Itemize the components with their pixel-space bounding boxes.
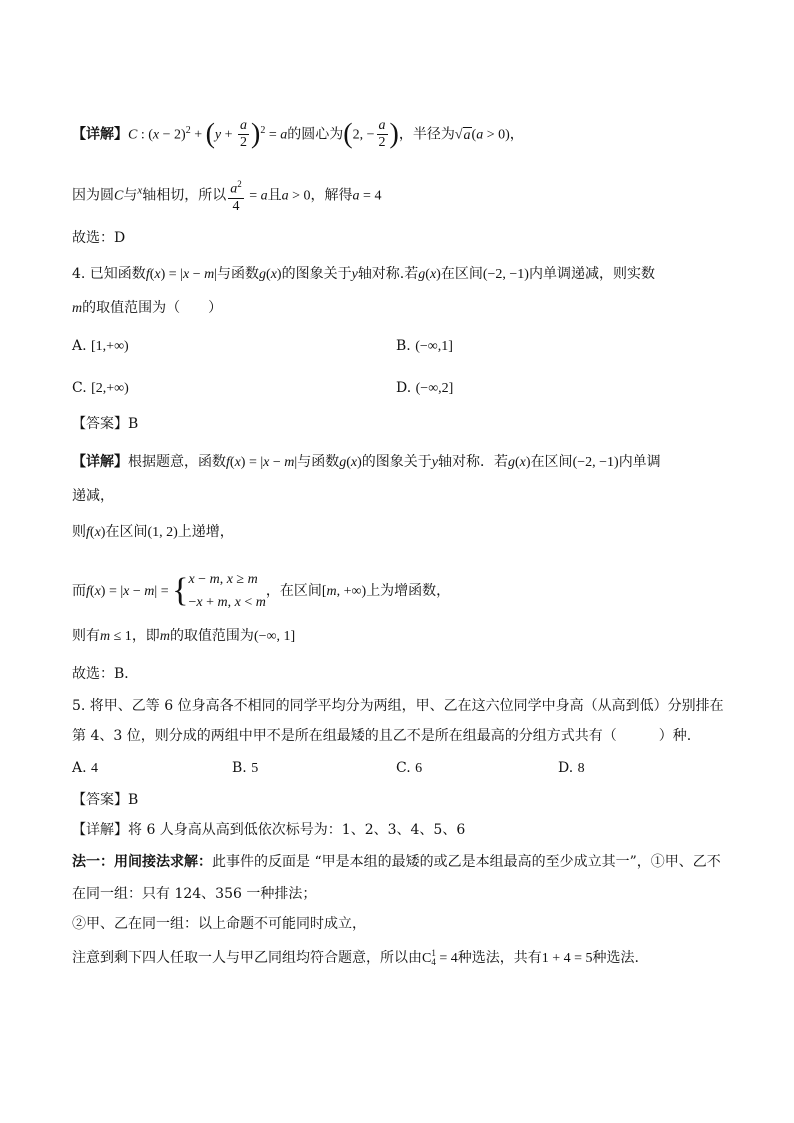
- q5-method-1-line-4: 注意到剩下四人任取一人与甲乙同组均符合题意，所以由C 1 4 = 4种选法，共有1 + 4 = 5种选法.: [72, 948, 639, 967]
- q4-select: 故选：B．: [72, 666, 139, 682]
- formula-circle: C: [128, 127, 138, 143]
- q4-option-b: B. (−∞,1]: [396, 338, 453, 354]
- q5-method-1-line-2: 在同一组：只有 124、356 一种排法；: [72, 886, 317, 902]
- q5-option-d: D. 8: [558, 760, 585, 776]
- q4-detail-1: 【详解】根据题意，函数f(x) = |x − m|与函数g(x)的图象关于y轴对称．若g(x)在区间(−2, −1)内单调: [72, 454, 661, 470]
- q5-option-c: C. 6: [396, 760, 423, 776]
- q5-method-1: 法一：用间接法求解：此事件的反面是 “甲是本组的最矮的或乙是本组最高的至少成立其一”，①甲、乙不: [72, 854, 721, 870]
- detail-line-2: 因为圆C与$^x$轴相切，所以 $\frac{a^2}{4}$ = a且a > 0，解得a = 4: [72, 176, 381, 215]
- q5-option-a: A. 4: [72, 760, 99, 776]
- q5-method-1-line-3: ②甲、乙在同一组：以上命题不可能同时成立，: [72, 916, 366, 932]
- q4-line-1: 4. 已知函数f(x) = |x − m|与函数g(x)的图象关于y轴对称.若g(x)在区间(−2, −1)内单调递减，则实数: [72, 266, 655, 282]
- q4-detail-5: 则有m ≤ 1，即m的取值范围为(−∞, 1]: [72, 628, 296, 644]
- q4-option-c: C. [2,+∞): [72, 380, 129, 396]
- q4-detail-2: 递减，: [72, 488, 114, 504]
- q5-line-2: 第 4、3 位，则分成的两组中甲不是所在组最矮的且乙不是所在组最高的分组方式共有（ ）种.: [72, 728, 692, 744]
- q5-answer: 【答案】B: [72, 792, 139, 808]
- q4-option-a: A. [1,+∞): [72, 338, 129, 354]
- q4-answer: 【答案】B: [72, 416, 139, 432]
- q4-line-2: m的取值范围为（ ）: [72, 300, 223, 316]
- q5-detail: 【详解】将 6 人身高从高到低依次标号为：1、2、3、4、5、6: [72, 822, 466, 838]
- q4-option-d: D. (−∞,2]: [396, 380, 454, 396]
- detail-line-1: 【详解】C : $(x - 2)^2 + (y$ + $\frac{a}{2}$ )$^2$ = a的圆心为(2, − $\frac{a}{2}$ )，半径为√a(a > 0)，: [72, 118, 524, 150]
- q4-detail-4: 而f(x) = |x − m| = { x − m, x ≥ m −x + m, x < m ，在区间[m, +∞)上为增函数，: [72, 572, 451, 610]
- q4-detail-3: 则f(x)在区间(1, 2)上递增，: [72, 524, 234, 540]
- detail-tag: 【详解】: [72, 126, 128, 143]
- q5-line-1: 5. 将甲、乙等 6 位身高各不相同的同学平均分为两组，甲、乙在这六位同学中身高（从高到低）分别排在: [72, 698, 724, 714]
- q5-option-b: B. 5: [232, 760, 259, 776]
- answer-select-1: 故选：D: [72, 230, 126, 246]
